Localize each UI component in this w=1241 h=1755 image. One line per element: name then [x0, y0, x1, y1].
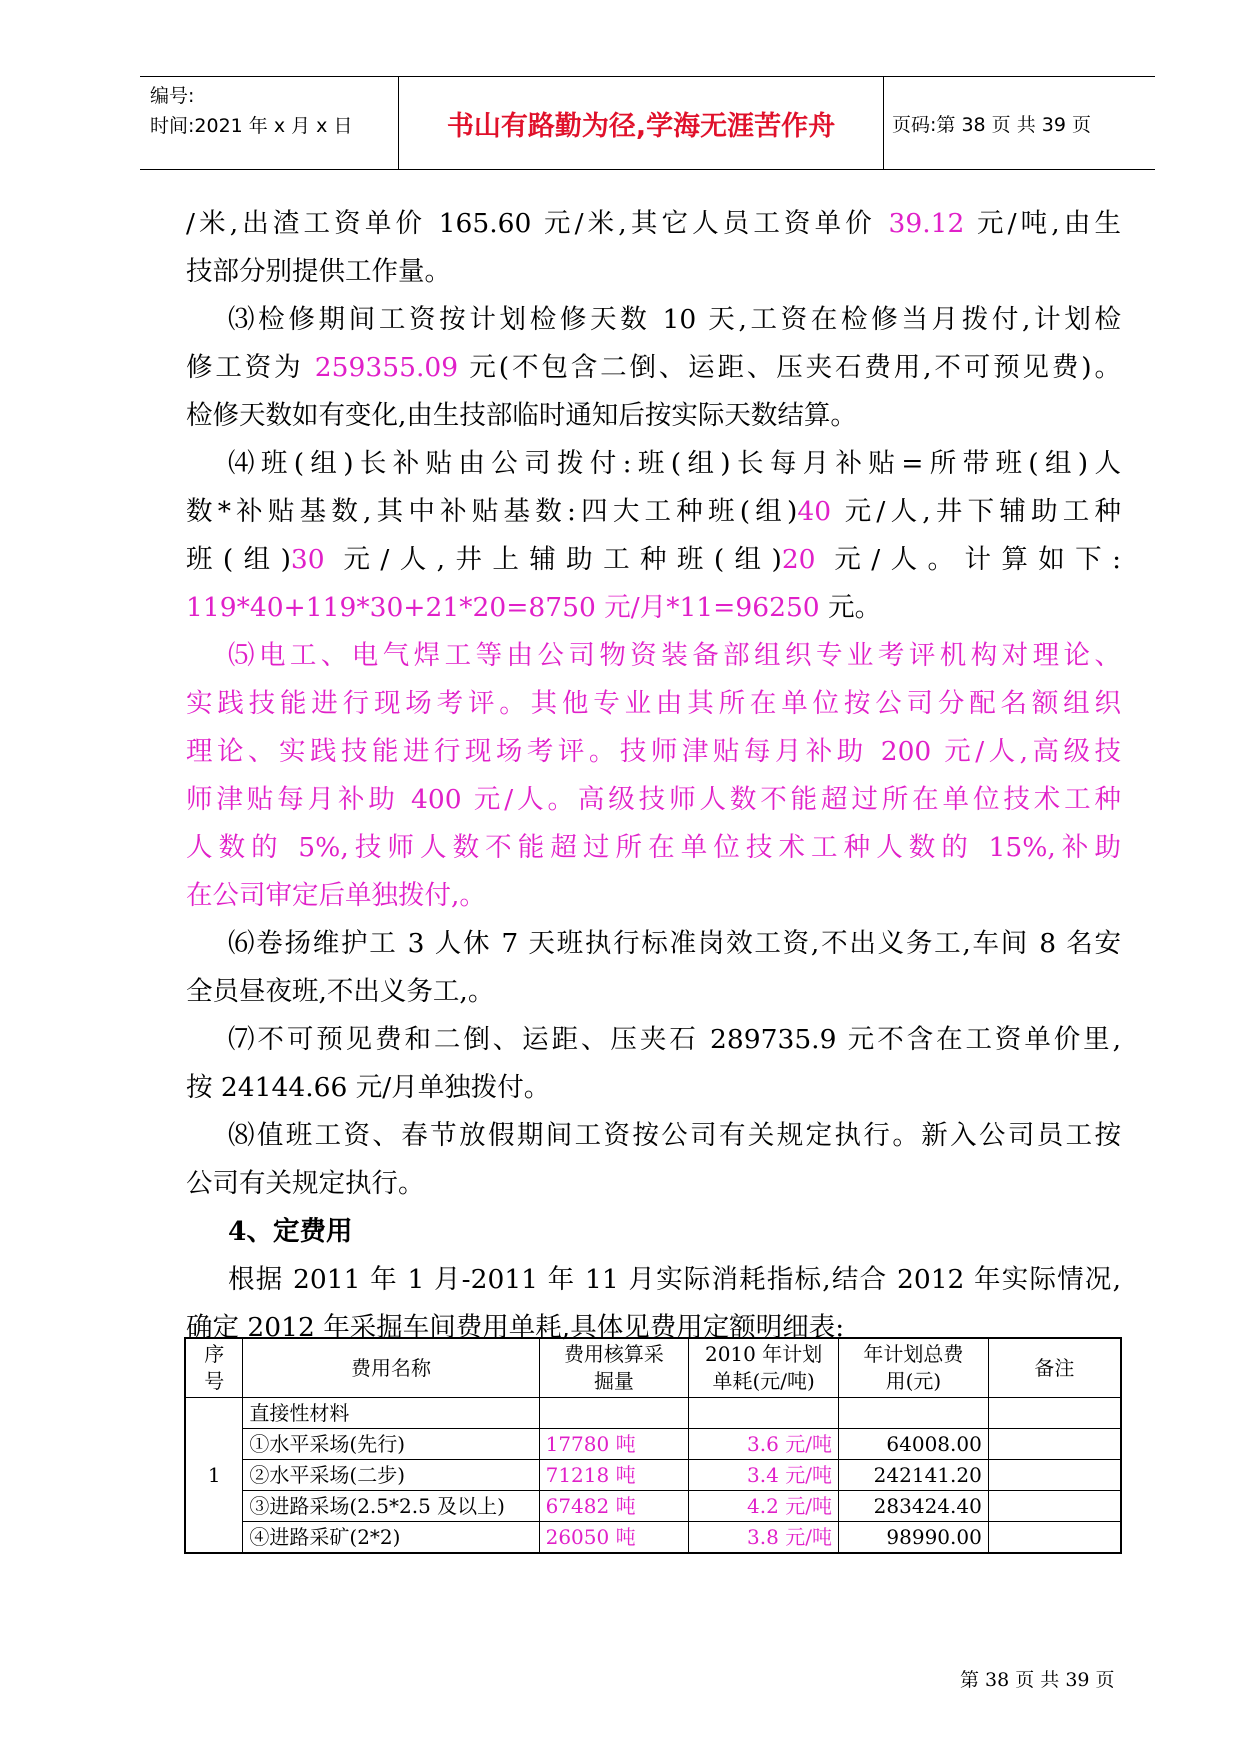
unit-cost-cell: 4.2 元/吨	[689, 1491, 839, 1522]
note-cell	[988, 1429, 1121, 1460]
text-run: 元/人,井下辅助工种	[831, 496, 1121, 527]
paragraph-line: 实践技能进行现场考评。其他专业由其所在单位按公司分配名额组织	[186, 688, 1121, 719]
quantity-cell	[539, 1398, 689, 1429]
table-row	[185, 1429, 1121, 1460]
paragraph-line: 全员昼夜班,不出义务工,。	[186, 976, 495, 1007]
text-run: 元/吨,由生	[964, 208, 1121, 239]
header-page-label: 页码:第 38 页 共 39 页	[892, 113, 1091, 136]
paragraph-line: 确定 2012 年采掘车间费用单耗,具体见费用定额明细表:	[186, 1312, 845, 1343]
header-motto: 书山有路勤为径,学海无涯苦作舟	[446, 110, 836, 142]
cost-name-cell: ③进路采场(2.5*2.5 及以上)	[243, 1491, 539, 1522]
cost-name-cell: ④进路采矿(2*2)	[243, 1522, 539, 1554]
header-meta	[150, 81, 400, 141]
page-footer: 第 38 页 共 39 页	[960, 1669, 1115, 1691]
unit-cost-cell: 3.6 元/吨	[689, 1429, 839, 1460]
header-text: 号	[204, 1369, 225, 1393]
header-cell	[539, 1338, 689, 1398]
paragraph-line: ⑹卷扬维护工 3 人休 7 天班执行标准岗效工资,不出义务工,车间 8 名安	[228, 928, 1121, 959]
document-body	[186, 200, 1121, 1352]
cost-name-cell: 直接性材料	[243, 1398, 539, 1429]
page-header	[140, 76, 1155, 170]
paragraph-line: 在公司审定后单独拨付,。	[186, 880, 486, 911]
table-row	[185, 1398, 1121, 1429]
note-cell	[988, 1398, 1121, 1429]
paragraph-line: ⑶检修期间工资按计划检修天数 10 天,工资在检修当月拨付,计划检	[228, 304, 1121, 335]
paragraph-line: 检修天数如有变化,由生技部临时通知后按实际天数结算。	[186, 400, 857, 431]
header-number-label: 编号:	[150, 85, 195, 107]
paragraph-line	[186, 488, 1121, 536]
table-row	[185, 1460, 1121, 1491]
text-run: 班(组)	[186, 544, 291, 575]
text-run: 元/人,井上辅助工种班(组)	[324, 544, 782, 575]
quantity-cell: 71218 吨	[539, 1460, 689, 1491]
header-cell	[689, 1338, 839, 1398]
header-text: 单耗(元/吨)	[712, 1369, 815, 1393]
text-run: 修工资为	[186, 352, 315, 383]
highlight-text: 259355.09	[314, 352, 459, 383]
quantity-cell: 26050 吨	[539, 1522, 689, 1554]
note-cell	[988, 1522, 1121, 1554]
header-cell	[988, 1338, 1121, 1398]
paragraph-line: ⑺不可预见费和二倒、运距、压夹石 289735.9 元不含在工资单价里,	[228, 1024, 1121, 1055]
cost-name-cell: ②水平采场(二步)	[243, 1460, 539, 1491]
paragraph-line: 师津贴每月补助 400 元/人。高级技师人数不能超过所在单位技术工种	[186, 784, 1121, 815]
highlight-text: 30	[290, 544, 325, 575]
header-cell	[838, 1338, 988, 1398]
paragraph-line: ⑻值班工资、春节放假期间工资按公司有关规定执行。新入公司员工按	[228, 1120, 1121, 1151]
unit-cost-cell	[689, 1398, 839, 1429]
cost-name-cell: ①水平采场(先行)	[243, 1429, 539, 1460]
note-cell	[988, 1460, 1121, 1491]
text-run: 元。	[819, 592, 882, 623]
paragraph-line: 公司有关规定执行。	[186, 1168, 425, 1199]
quantity-cell: 17780 吨	[539, 1429, 689, 1460]
table-row	[185, 1491, 1121, 1522]
cost-quota-table	[184, 1337, 1122, 1554]
paragraph-line	[186, 584, 1121, 632]
header-text: 年计划总费	[863, 1342, 964, 1366]
paragraph-line: 按 24144.66 元/月单独拨付。	[186, 1072, 551, 1103]
paragraph-line: ⑸电工、电气焊工等由公司物资装备部组织专业考评机构对理论、	[228, 640, 1121, 671]
paragraph-line	[186, 536, 1121, 584]
header-text: 用(元)	[885, 1369, 942, 1393]
total-cost-cell: 242141.20	[838, 1460, 988, 1491]
header-text: 2010 年计划	[704, 1342, 823, 1366]
total-cost-cell	[838, 1398, 988, 1429]
section-heading: 4、定费用	[228, 1216, 353, 1247]
note-cell	[988, 1491, 1121, 1522]
paragraph-line: 人数的 5%,技师人数不能超过所在单位技术工种人数的 15%,补助	[186, 832, 1121, 863]
header-cell	[185, 1338, 243, 1398]
header-cell	[243, 1338, 539, 1398]
text-run: 数*补贴基数,其中补贴基数:四大工种班(组)	[186, 496, 798, 527]
header-text: 费用核算采	[563, 1342, 664, 1366]
total-cost-cell: 283424.40	[838, 1491, 988, 1522]
table-header-row	[185, 1338, 1121, 1398]
text-run: /米,出渣工资单价 165.60 元/米,其它人员工资单价	[186, 208, 889, 239]
header-text: 备注	[1034, 1355, 1075, 1380]
highlight-text: 39.12	[888, 208, 965, 239]
highlight-text: 119*40+119*30+21*20=8750 元/月*11=96250	[186, 592, 820, 623]
total-cost-cell: 64008.00	[838, 1429, 988, 1460]
paragraph-line: ⑷班(组)长补贴由公司拨付:班(组)长每月补贴=所带班(组)人	[228, 448, 1121, 479]
text-run: 元/人。计算如下:	[815, 544, 1121, 575]
unit-cost-cell: 3.4 元/吨	[689, 1460, 839, 1491]
header-time-label: 时间:2021 年 x 月 x 日	[150, 115, 353, 137]
highlight-text: 40	[797, 496, 832, 527]
highlight-text: 20	[781, 544, 816, 575]
text-run: 元(不包含二倒、运距、压夹石费用,不可预见费)。	[458, 352, 1121, 383]
paragraph-line	[186, 200, 1121, 248]
header-text: 序	[204, 1342, 225, 1366]
group-index-cell: 1	[185, 1398, 243, 1554]
quantity-cell: 67482 吨	[539, 1491, 689, 1522]
unit-cost-cell: 3.8 元/吨	[689, 1522, 839, 1554]
table-row	[185, 1522, 1121, 1554]
header-text: 费用名称	[350, 1355, 431, 1380]
header-text: 掘量	[593, 1369, 634, 1393]
paragraph-line: 理论、实践技能进行现场考评。技师津贴每月补助 200 元/人,高级技	[186, 736, 1121, 767]
total-cost-cell: 98990.00	[838, 1522, 988, 1554]
paragraph-line	[186, 344, 1121, 392]
header-divider	[883, 77, 884, 169]
paragraph-line: 技部分别提供工作量。	[186, 256, 451, 287]
paragraph-line: 根据 2011 年 1 月-2011 年 11 月实际消耗指标,结合 2012 年实际情况,	[228, 1264, 1121, 1295]
